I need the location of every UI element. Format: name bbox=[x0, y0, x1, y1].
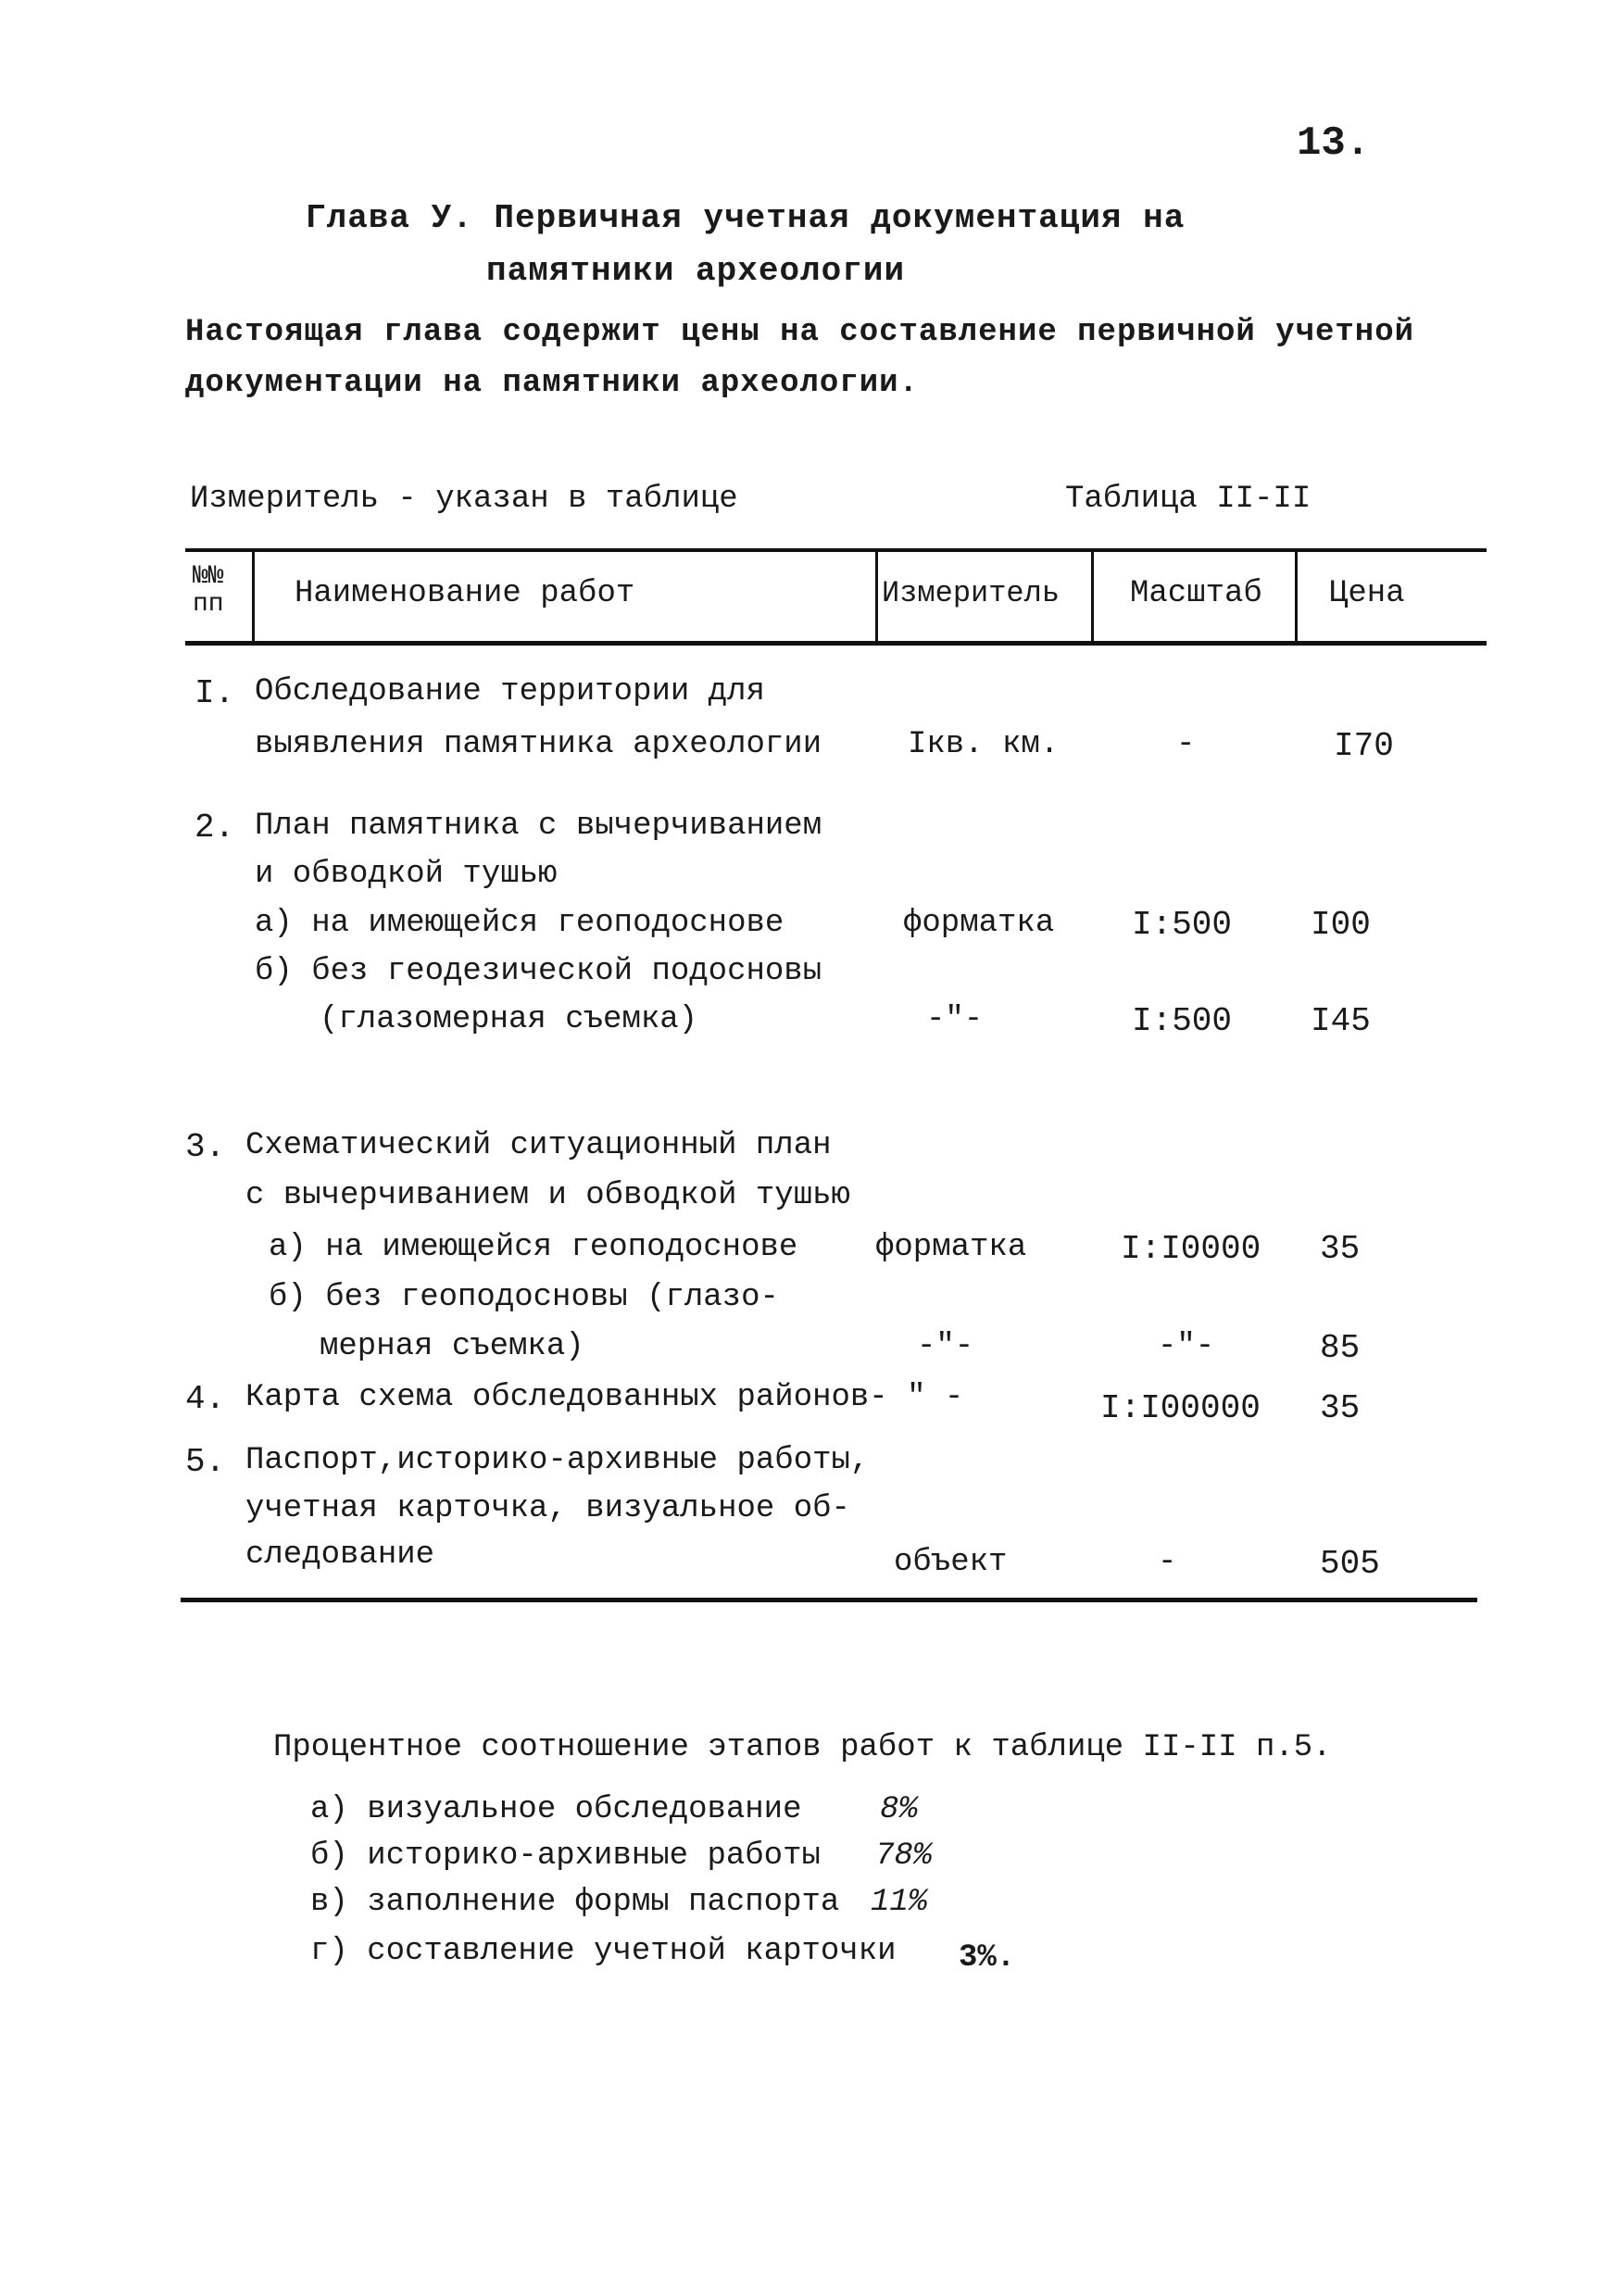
row-3-num: 3. bbox=[185, 1128, 226, 1166]
row-5-name-line-2: учетная карточка, визуальное об- bbox=[245, 1491, 850, 1526]
row-5-price: 505 bbox=[1320, 1545, 1380, 1583]
row-3a-name: а) на имеющейся геоподоснове bbox=[269, 1230, 798, 1265]
chapter-title-line-2: памятники археологии bbox=[486, 252, 906, 290]
percent-item-a-value: 8% bbox=[880, 1792, 918, 1827]
row-5-meter: объект bbox=[894, 1545, 1008, 1580]
row-1-num: I. bbox=[195, 674, 235, 712]
table-label: Таблица II-II bbox=[1065, 482, 1312, 517]
row-2b-scale: I:500 bbox=[1132, 1002, 1233, 1040]
row-3b-name-line-1: б) без геоподосновы (глазо- bbox=[269, 1280, 779, 1315]
row-2-name-line-1: План памятника с вычерчиванием bbox=[255, 809, 822, 844]
header-name: Наименование работ bbox=[295, 576, 635, 611]
percent-item-d-value: 3%. bbox=[959, 1940, 1016, 1976]
row-3-name-line-1: Схематический ситуационный план bbox=[245, 1128, 832, 1163]
row-2b-name-line-2: (глазомерная съемка) bbox=[320, 1002, 698, 1037]
table-bottom-rule bbox=[181, 1598, 1477, 1602]
row-4-scale: I:I00000 bbox=[1100, 1389, 1261, 1427]
row-4-name: Карта схема обследованных районов- " - bbox=[245, 1380, 964, 1415]
row-5-num: 5. bbox=[185, 1443, 226, 1481]
row-5-scale: - bbox=[1158, 1545, 1177, 1580]
row-2b-meter: -"- bbox=[926, 1002, 984, 1037]
row-2b-price: I45 bbox=[1311, 1002, 1371, 1040]
col-divider-4 bbox=[1295, 548, 1298, 645]
row-1-name-line-2: выявления памятника археологии bbox=[255, 727, 822, 762]
meter-note: Измеритель - указан в таблице bbox=[190, 482, 738, 517]
percent-item-b-label: б) историко-архивные работы bbox=[310, 1838, 821, 1874]
row-2a-price: I00 bbox=[1311, 906, 1371, 944]
header-price: Цена bbox=[1329, 576, 1405, 611]
chapter-title-line-1: Глава У. Первичная учетная документация на bbox=[306, 199, 1186, 237]
row-1-name-line-1: Обследование территории для bbox=[255, 674, 765, 709]
header-num: №№ пп bbox=[193, 562, 224, 619]
row-4-price: 35 bbox=[1320, 1389, 1361, 1427]
percent-item-c-value: 11% bbox=[871, 1885, 928, 1920]
row-2-num: 2. bbox=[195, 809, 235, 847]
row-3b-price: 85 bbox=[1320, 1329, 1361, 1367]
table-top-rule bbox=[185, 548, 1487, 552]
row-2-name-line-2: и обводкой тушью bbox=[255, 857, 558, 892]
row-2a-name: а) на имеющейся геоподоснове bbox=[255, 906, 784, 941]
intro-line-1: Настоящая глава содержит цены на составление первичной учетной bbox=[185, 315, 1415, 350]
row-1-meter: Iкв. км. bbox=[908, 727, 1060, 762]
row-3-name-line-2: с вычерчиванием и обводкой тушью bbox=[245, 1178, 850, 1213]
row-3a-price: 35 bbox=[1320, 1230, 1361, 1268]
row-5-name-line-3: следование bbox=[245, 1537, 435, 1573]
col-divider-1 bbox=[252, 548, 255, 645]
row-2b-name-line-1: б) без геодезической подосновы bbox=[255, 954, 822, 989]
percent-item-d-label: г) составление учетной карточки bbox=[310, 1934, 897, 1969]
intro-line-2: документации на памятники археологии. bbox=[185, 366, 919, 401]
col-divider-3 bbox=[1091, 548, 1094, 645]
row-3b-name-line-2: мерная съемка) bbox=[320, 1329, 584, 1364]
percent-item-a-label: а) визуальное обследование bbox=[310, 1792, 802, 1827]
percent-item-b-value: 78% bbox=[875, 1838, 933, 1874]
page-number: 13. bbox=[1297, 120, 1371, 167]
header-scale: Масштаб bbox=[1130, 576, 1262, 611]
row-3a-scale: I:I0000 bbox=[1121, 1230, 1261, 1268]
row-3b-meter: -"- bbox=[917, 1329, 974, 1364]
col-divider-2 bbox=[875, 548, 878, 645]
header-meter: Измеритель bbox=[882, 576, 1061, 610]
row-3b-scale: -"- bbox=[1158, 1329, 1215, 1364]
row-3a-meter: форматка bbox=[875, 1230, 1027, 1265]
table-header-rule bbox=[185, 641, 1487, 646]
row-4-num: 4. bbox=[185, 1380, 226, 1418]
row-5-name-line-1: Паспорт,историко-архивные работы, bbox=[245, 1443, 870, 1478]
row-2a-scale: I:500 bbox=[1132, 906, 1233, 944]
row-1-scale: - bbox=[1176, 727, 1196, 762]
percent-item-c-label: в) заполнение формы паспорта bbox=[310, 1885, 840, 1920]
row-2a-meter: форматка bbox=[903, 906, 1055, 941]
percent-title: Процентное соотношение этапов работ к таблице II-II п.5. bbox=[273, 1730, 1332, 1765]
row-1-price: I70 bbox=[1334, 727, 1394, 765]
